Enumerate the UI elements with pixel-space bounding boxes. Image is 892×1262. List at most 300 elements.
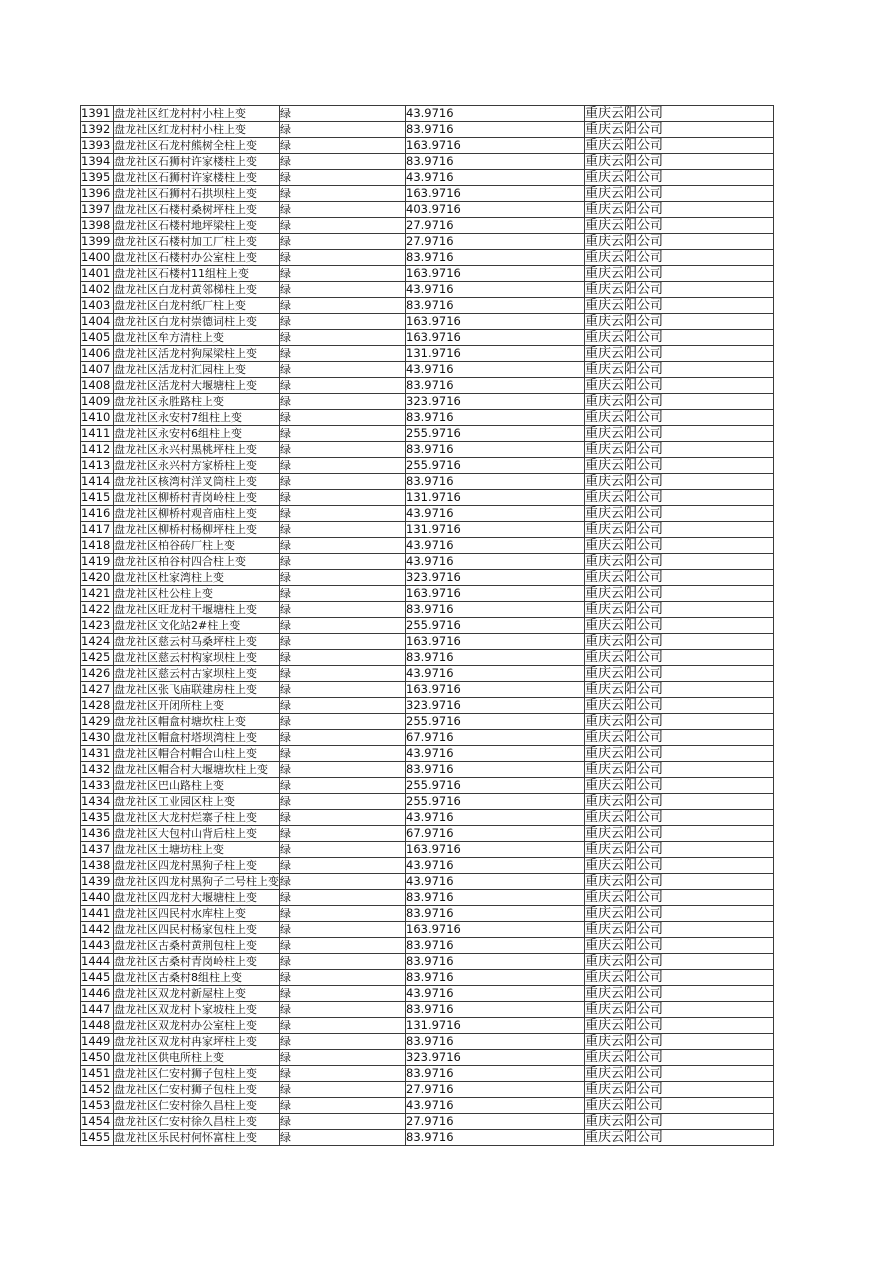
name-cell: 盘龙社区石狮村石拱坝柱上变 [114,186,280,202]
name-cell: 盘龙社区双龙村卜家坡柱上变 [114,1002,280,1018]
value-cell: 27.9716 [406,1114,585,1130]
name-cell: 盘龙社区四民村杨家包柱上变 [114,922,280,938]
value-cell: 43.9716 [406,1098,585,1114]
row-number-cell: 1414 [81,474,114,490]
status-cell: 绿 [280,778,406,794]
company-cell: 重庆云阳公司 [585,810,774,826]
table-row [81,346,774,362]
status-cell: 绿 [280,602,406,618]
value-cell: 43.9716 [406,282,585,298]
table-row [81,106,774,122]
name-cell: 盘龙社区石楼村加工厂柱上变 [114,234,280,250]
table-row [81,458,774,474]
company-cell: 重庆云阳公司 [585,458,774,474]
status-cell: 绿 [280,1098,406,1114]
value-cell: 323.9716 [406,394,585,410]
company-cell: 重庆云阳公司 [585,698,774,714]
name-cell: 盘龙社区仁安村狮子包柱上变 [114,1066,280,1082]
name-cell: 盘龙社区石楼村地坪梁柱上变 [114,218,280,234]
row-number-cell: 1421 [81,586,114,602]
row-number-cell: 1419 [81,554,114,570]
table-row [81,874,774,890]
table-row [81,298,774,314]
company-cell: 重庆云阳公司 [585,666,774,682]
status-cell: 绿 [280,170,406,186]
status-cell: 绿 [280,666,406,682]
name-cell: 盘龙社区杜公柱上变 [114,586,280,602]
status-cell: 绿 [280,698,406,714]
company-cell: 重庆云阳公司 [585,138,774,154]
name-cell: 盘龙社区大包村山背后柱上变 [114,826,280,842]
row-number-cell: 1432 [81,762,114,778]
table-row [81,314,774,330]
row-number-cell: 1433 [81,778,114,794]
status-cell: 绿 [280,1002,406,1018]
table-row [81,426,774,442]
row-number-cell: 1442 [81,922,114,938]
status-cell: 绿 [280,346,406,362]
table-row [81,394,774,410]
table-row [81,522,774,538]
status-cell: 绿 [280,282,406,298]
value-cell: 131.9716 [406,522,585,538]
company-cell: 重庆云阳公司 [585,314,774,330]
value-cell: 43.9716 [406,554,585,570]
name-cell: 盘龙社区仁安村狮子包柱上变 [114,1082,280,1098]
value-cell: 83.9716 [406,410,585,426]
table-row [81,506,774,522]
value-cell: 403.9716 [406,202,585,218]
row-number-cell: 1391 [81,106,114,122]
company-cell: 重庆云阳公司 [585,1034,774,1050]
row-number-cell: 1410 [81,410,114,426]
name-cell: 盘龙社区红龙村村小柱上变 [114,106,280,122]
name-cell: 盘龙社区白龙村黄邻梯柱上变 [114,282,280,298]
row-number-cell: 1404 [81,314,114,330]
name-cell: 盘龙社区四龙村大堰塘柱上变 [114,890,280,906]
company-cell: 重庆云阳公司 [585,186,774,202]
company-cell: 重庆云阳公司 [585,906,774,922]
company-cell: 重庆云阳公司 [585,266,774,282]
row-number-cell: 1425 [81,650,114,666]
company-cell: 重庆云阳公司 [585,1002,774,1018]
row-number-cell: 1430 [81,730,114,746]
name-cell: 盘龙社区帽合村大堰塘坎柱上变 [114,762,280,778]
status-cell: 绿 [280,1050,406,1066]
row-number-cell: 1450 [81,1050,114,1066]
name-cell: 盘龙社区大龙村烂寨子柱上变 [114,810,280,826]
company-cell: 重庆云阳公司 [585,986,774,1002]
row-number-cell: 1415 [81,490,114,506]
value-cell: 27.9716 [406,234,585,250]
name-cell: 盘龙社区活龙村狗屎梁柱上变 [114,346,280,362]
table-row [81,1002,774,1018]
status-cell: 绿 [280,506,406,522]
value-cell: 255.9716 [406,618,585,634]
status-cell: 绿 [280,858,406,874]
table-row [81,282,774,298]
name-cell: 盘龙社区白龙村崇德词柱上变 [114,314,280,330]
value-cell: 131.9716 [406,490,585,506]
value-cell: 83.9716 [406,954,585,970]
value-cell: 43.9716 [406,506,585,522]
row-number-cell: 1397 [81,202,114,218]
company-cell: 重庆云阳公司 [585,954,774,970]
company-cell: 重庆云阳公司 [585,490,774,506]
value-cell: 43.9716 [406,538,585,554]
company-cell: 重庆云阳公司 [585,218,774,234]
value-cell: 83.9716 [406,122,585,138]
row-number-cell: 1413 [81,458,114,474]
name-cell: 盘龙社区古桑村青岗岭柱上变 [114,954,280,970]
company-cell: 重庆云阳公司 [585,714,774,730]
table-row [81,922,774,938]
table-row [81,1034,774,1050]
value-cell: 83.9716 [406,602,585,618]
value-cell: 43.9716 [406,362,585,378]
value-cell: 163.9716 [406,186,585,202]
name-cell: 盘龙社区红龙村村小柱上变 [114,122,280,138]
table-row [81,474,774,490]
row-number-cell: 1407 [81,362,114,378]
row-number-cell: 1402 [81,282,114,298]
name-cell: 盘龙社区柏谷砖厂柱上变 [114,538,280,554]
company-cell: 重庆云阳公司 [585,250,774,266]
table-row [81,986,774,1002]
value-cell: 323.9716 [406,1050,585,1066]
table-row [81,410,774,426]
value-cell: 163.9716 [406,682,585,698]
table-row [81,650,774,666]
data-table [80,105,774,1146]
table-row [81,250,774,266]
name-cell: 盘龙社区开闭所柱上变 [114,698,280,714]
value-cell: 83.9716 [406,1130,585,1146]
value-cell: 83.9716 [406,474,585,490]
name-cell: 盘龙社区帽盒村塘坎柱上变 [114,714,280,730]
value-cell: 255.9716 [406,426,585,442]
status-cell: 绿 [280,298,406,314]
value-cell: 255.9716 [406,458,585,474]
company-cell: 重庆云阳公司 [585,890,774,906]
status-cell: 绿 [280,922,406,938]
row-number-cell: 1437 [81,842,114,858]
status-cell: 绿 [280,106,406,122]
status-cell: 绿 [280,842,406,858]
name-cell: 盘龙社区仁安村徐久昌柱上变 [114,1114,280,1130]
name-cell: 盘龙社区牟方清柱上变 [114,330,280,346]
table-row [81,1082,774,1098]
status-cell: 绿 [280,730,406,746]
name-cell: 盘龙社区双龙村新屋柱上变 [114,986,280,1002]
value-cell: 43.9716 [406,666,585,682]
status-cell: 绿 [280,554,406,570]
table-row [81,906,774,922]
table-row [81,570,774,586]
name-cell: 盘龙社区永安村6组柱上变 [114,426,280,442]
row-number-cell: 1439 [81,874,114,890]
value-cell: 83.9716 [406,1034,585,1050]
company-cell: 重庆云阳公司 [585,474,774,490]
name-cell: 盘龙社区四民村水库柱上变 [114,906,280,922]
name-cell: 盘龙社区乐民村何怀富柱上变 [114,1130,280,1146]
company-cell: 重庆云阳公司 [585,346,774,362]
company-cell: 重庆云阳公司 [585,330,774,346]
name-cell: 盘龙社区柳桥村杨柳坪柱上变 [114,522,280,538]
row-number-cell: 1396 [81,186,114,202]
row-number-cell: 1395 [81,170,114,186]
row-number-cell: 1406 [81,346,114,362]
company-cell: 重庆云阳公司 [585,842,774,858]
name-cell: 盘龙社区白龙村纸厂柱上变 [114,298,280,314]
value-cell: 255.9716 [406,714,585,730]
value-cell: 43.9716 [406,858,585,874]
status-cell: 绿 [280,410,406,426]
value-cell: 83.9716 [406,906,585,922]
status-cell: 绿 [280,874,406,890]
table-row [81,778,774,794]
row-number-cell: 1428 [81,698,114,714]
name-cell: 盘龙社区双龙村办公室柱上变 [114,1018,280,1034]
table-row [81,1050,774,1066]
row-number-cell: 1443 [81,938,114,954]
name-cell: 盘龙社区仁安村徐久昌柱上变 [114,1098,280,1114]
status-cell: 绿 [280,746,406,762]
status-cell: 绿 [280,954,406,970]
name-cell: 盘龙社区石狮村许家楼柱上变 [114,154,280,170]
name-cell: 盘龙社区永安村7组柱上变 [114,410,280,426]
value-cell: 43.9716 [406,746,585,762]
company-cell: 重庆云阳公司 [585,618,774,634]
row-number-cell: 1405 [81,330,114,346]
table-row [81,154,774,170]
value-cell: 323.9716 [406,570,585,586]
status-cell: 绿 [280,1130,406,1146]
value-cell: 131.9716 [406,1018,585,1034]
name-cell: 盘龙社区慈云村构家坝柱上变 [114,650,280,666]
status-cell: 绿 [280,826,406,842]
status-cell: 绿 [280,986,406,1002]
row-number-cell: 1451 [81,1066,114,1082]
value-cell: 43.9716 [406,874,585,890]
company-cell: 重庆云阳公司 [585,122,774,138]
table-row [81,378,774,394]
status-cell: 绿 [280,218,406,234]
value-cell: 83.9716 [406,298,585,314]
company-cell: 重庆云阳公司 [585,1050,774,1066]
name-cell: 盘龙社区永兴村黑桃坪柱上变 [114,442,280,458]
company-cell: 重庆云阳公司 [585,682,774,698]
status-cell: 绿 [280,810,406,826]
status-cell: 绿 [280,266,406,282]
status-cell: 绿 [280,202,406,218]
table-row [81,666,774,682]
name-cell: 盘龙社区慈云村古家坝柱上变 [114,666,280,682]
row-number-cell: 1438 [81,858,114,874]
status-cell: 绿 [280,490,406,506]
company-cell: 重庆云阳公司 [585,602,774,618]
table-row [81,842,774,858]
value-cell: 163.9716 [406,586,585,602]
status-cell: 绿 [280,442,406,458]
table-row [81,586,774,602]
value-cell: 163.9716 [406,330,585,346]
status-cell: 绿 [280,650,406,666]
row-number-cell: 1422 [81,602,114,618]
status-cell: 绿 [280,314,406,330]
company-cell: 重庆云阳公司 [585,154,774,170]
status-cell: 绿 [280,474,406,490]
company-cell: 重庆云阳公司 [585,938,774,954]
name-cell: 盘龙社区柳桥村观音庙柱上变 [114,506,280,522]
status-cell: 绿 [280,394,406,410]
company-cell: 重庆云阳公司 [585,426,774,442]
table-row [81,698,774,714]
company-cell: 重庆云阳公司 [585,586,774,602]
name-cell: 盘龙社区核湾村洋叉筒柱上变 [114,474,280,490]
table-row [81,1066,774,1082]
status-cell: 绿 [280,378,406,394]
table-row [81,1098,774,1114]
company-cell: 重庆云阳公司 [585,874,774,890]
row-number-cell: 1424 [81,634,114,650]
row-number-cell: 1436 [81,826,114,842]
company-cell: 重庆云阳公司 [585,378,774,394]
company-cell: 重庆云阳公司 [585,970,774,986]
status-cell: 绿 [280,1114,406,1130]
table-row [81,554,774,570]
row-number-cell: 1455 [81,1130,114,1146]
company-cell: 重庆云阳公司 [585,234,774,250]
name-cell: 盘龙社区帽合村帽合山柱上变 [114,746,280,762]
table-row [81,538,774,554]
value-cell: 67.9716 [406,826,585,842]
table-row [81,762,774,778]
table-row [81,186,774,202]
row-number-cell: 1411 [81,426,114,442]
table-row [81,1018,774,1034]
table-row [81,490,774,506]
company-cell: 重庆云阳公司 [585,506,774,522]
name-cell: 盘龙社区石楼村办公室柱上变 [114,250,280,266]
status-cell: 绿 [280,1034,406,1050]
company-cell: 重庆云阳公司 [585,106,774,122]
company-cell: 重庆云阳公司 [585,858,774,874]
value-cell: 83.9716 [406,970,585,986]
company-cell: 重庆云阳公司 [585,442,774,458]
company-cell: 重庆云阳公司 [585,362,774,378]
status-cell: 绿 [280,522,406,538]
status-cell: 绿 [280,938,406,954]
row-number-cell: 1420 [81,570,114,586]
value-cell: 43.9716 [406,986,585,1002]
name-cell: 盘龙社区古桑村黄荆包柱上变 [114,938,280,954]
status-cell: 绿 [280,330,406,346]
company-cell: 重庆云阳公司 [585,794,774,810]
status-cell: 绿 [280,154,406,170]
status-cell: 绿 [280,794,406,810]
value-cell: 83.9716 [406,938,585,954]
name-cell: 盘龙社区永兴村方家桥柱上变 [114,458,280,474]
table-row [81,218,774,234]
company-cell: 重庆云阳公司 [585,1018,774,1034]
name-cell: 盘龙社区石龙村熊树全柱上变 [114,138,280,154]
company-cell: 重庆云阳公司 [585,634,774,650]
value-cell: 83.9716 [406,762,585,778]
row-number-cell: 1435 [81,810,114,826]
row-number-cell: 1418 [81,538,114,554]
row-number-cell: 1444 [81,954,114,970]
table-row [81,954,774,970]
table-row [81,442,774,458]
value-cell: 83.9716 [406,1066,585,1082]
row-number-cell: 1431 [81,746,114,762]
table-row [81,794,774,810]
name-cell: 盘龙社区张飞庙联建房柱上变 [114,682,280,698]
row-number-cell: 1427 [81,682,114,698]
company-cell: 重庆云阳公司 [585,522,774,538]
row-number-cell: 1423 [81,618,114,634]
company-cell: 重庆云阳公司 [585,650,774,666]
status-cell: 绿 [280,634,406,650]
status-cell: 绿 [280,186,406,202]
value-cell: 163.9716 [406,842,585,858]
table-row [81,618,774,634]
table-row [81,330,774,346]
company-cell: 重庆云阳公司 [585,554,774,570]
name-cell: 盘龙社区工业园区柱上变 [114,794,280,810]
row-number-cell: 1401 [81,266,114,282]
value-cell: 83.9716 [406,1002,585,1018]
name-cell: 盘龙社区石狮村许家楼柱上变 [114,170,280,186]
name-cell: 盘龙社区慈云村马桑坪柱上变 [114,634,280,650]
value-cell: 131.9716 [406,346,585,362]
value-cell: 83.9716 [406,890,585,906]
status-cell: 绿 [280,570,406,586]
name-cell: 盘龙社区帽盒村塔坝湾柱上变 [114,730,280,746]
status-cell: 绿 [280,762,406,778]
table-row [81,602,774,618]
table-row [81,1130,774,1146]
name-cell: 盘龙社区四龙村黑狗子柱上变 [114,858,280,874]
row-number-cell: 1448 [81,1018,114,1034]
name-cell: 盘龙社区柳桥村青岗岭柱上变 [114,490,280,506]
status-cell: 绿 [280,906,406,922]
status-cell: 绿 [280,138,406,154]
company-cell: 重庆云阳公司 [585,202,774,218]
company-cell: 重庆云阳公司 [585,826,774,842]
status-cell: 绿 [280,618,406,634]
value-cell: 43.9716 [406,170,585,186]
table-row [81,826,774,842]
company-cell: 重庆云阳公司 [585,1082,774,1098]
row-number-cell: 1408 [81,378,114,394]
company-cell: 重庆云阳公司 [585,298,774,314]
table-row [81,138,774,154]
row-number-cell: 1449 [81,1034,114,1050]
row-number-cell: 1403 [81,298,114,314]
name-cell: 盘龙社区土塘坊柱上变 [114,842,280,858]
value-cell: 163.9716 [406,922,585,938]
value-cell: 323.9716 [406,698,585,714]
table-row [81,730,774,746]
value-cell: 83.9716 [406,250,585,266]
value-cell: 163.9716 [406,314,585,330]
value-cell: 163.9716 [406,634,585,650]
value-cell: 255.9716 [406,778,585,794]
name-cell: 盘龙社区四龙村黑狗子二号柱上变 [114,875,279,888]
status-cell: 绿 [280,1082,406,1098]
